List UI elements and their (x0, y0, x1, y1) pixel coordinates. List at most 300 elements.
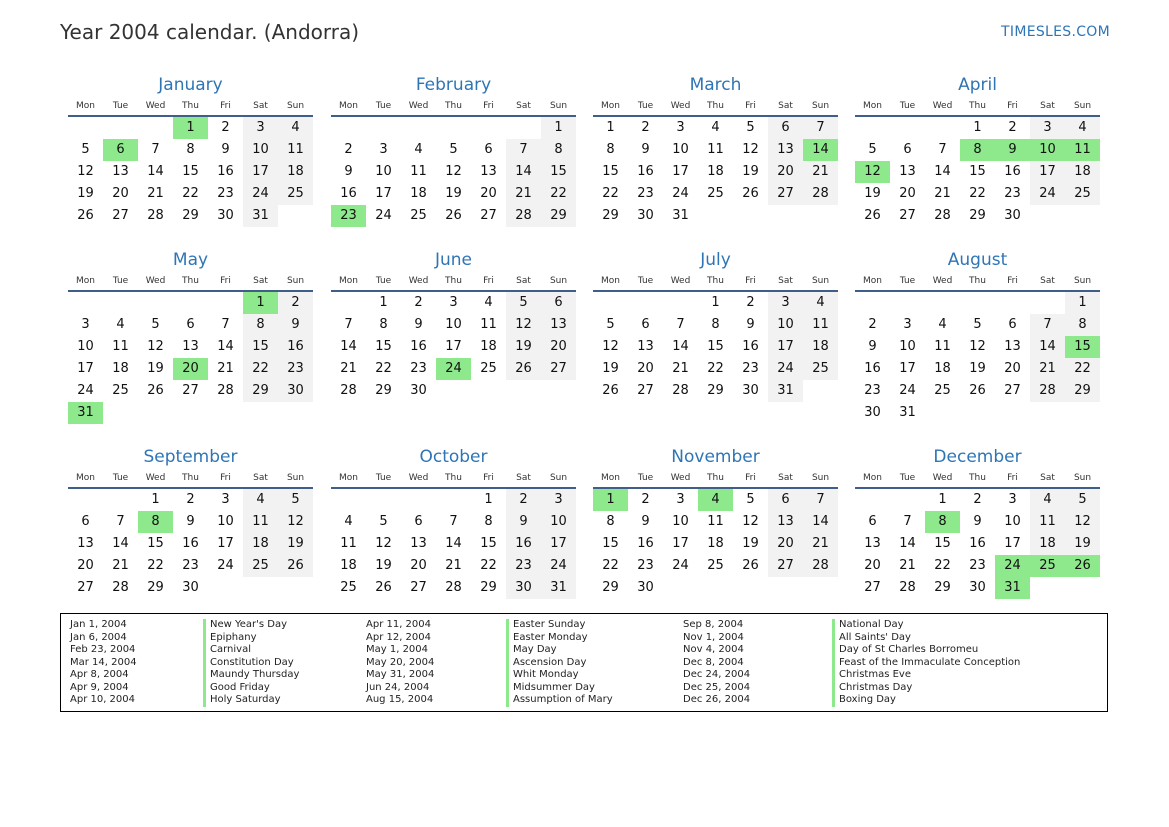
day-cell: 3 (676, 120, 685, 135)
day-cell: 21 (803, 533, 838, 555)
month-september (68, 445, 313, 599)
day-cell: 13 (480, 164, 497, 179)
month-december (855, 445, 1100, 599)
day-cell: 10 (1004, 514, 1021, 529)
day-cell: 23 (410, 361, 427, 376)
weekday-label: Thu (707, 276, 724, 286)
day-cell: 20 (541, 336, 576, 358)
day-cell: 26 (969, 383, 986, 398)
day-cell: 2 (641, 492, 650, 507)
day-cell: 16 (278, 336, 313, 358)
day-cell: 7 (903, 514, 912, 529)
day-cell: 15 (243, 336, 278, 358)
day-cell: 9 (868, 339, 877, 354)
weekday-label: Sun (811, 473, 830, 483)
day-cell: 26 (147, 383, 164, 398)
day-cell: 3 (541, 489, 576, 511)
weekday-label: Sat (516, 473, 531, 483)
day-cell: 22 (707, 361, 724, 376)
day-cell: 29 (934, 580, 951, 595)
day-cell: 30 (217, 208, 234, 223)
day-cell: 16 (340, 186, 357, 201)
week-row (331, 205, 576, 227)
day-cell: 14 (445, 536, 462, 551)
weekday-label: Fri (483, 276, 494, 286)
holiday-day-cell: 9 (995, 139, 1030, 161)
day-cell: 17 (541, 533, 576, 555)
day-cell: 12 (375, 536, 392, 551)
week-row (855, 139, 1100, 161)
weekday-label: Thu (707, 473, 724, 483)
day-cell: 2 (221, 120, 230, 135)
day-cell: 30 (506, 577, 541, 599)
weekday-label: Wed (670, 101, 691, 111)
weekday-label: Fri (220, 101, 231, 111)
day-cell: 21 (340, 361, 357, 376)
day-cell: 21 (445, 558, 462, 573)
day-cell: 28 (445, 580, 462, 595)
holiday-date: May 31, 2004 (366, 669, 435, 680)
holiday-day-cell: 10 (1030, 139, 1065, 161)
day-cell: 29 (243, 380, 278, 402)
day-cell: 30 (182, 580, 199, 595)
weekday-label: Wed (932, 101, 953, 111)
weekday-label: Sun (811, 276, 830, 286)
week-row (855, 336, 1100, 358)
day-cell: 12 (445, 164, 462, 179)
day-cell: 13 (112, 164, 129, 179)
week-row (68, 533, 313, 555)
day-cell: 24 (217, 558, 234, 573)
weekday-header (593, 469, 838, 489)
day-cell: 3 (903, 317, 912, 332)
weekday-label: Sat (253, 473, 268, 483)
week-row (331, 555, 576, 577)
weekday-header (331, 97, 576, 117)
weekday-label: Fri (483, 473, 494, 483)
day-cell: 19 (147, 361, 164, 376)
day-cell: 21 (506, 183, 541, 205)
month-july (593, 248, 838, 402)
day-cell: 17 (672, 536, 689, 551)
day-cell: 25 (707, 186, 724, 201)
day-cell: 26 (742, 186, 759, 201)
day-cell: 17 (445, 339, 462, 354)
month-title: November (671, 447, 760, 467)
week-row (855, 555, 1100, 577)
week-row (593, 183, 838, 205)
day-cell: 28 (112, 580, 129, 595)
day-cell: 11 (243, 511, 278, 533)
day-cell: 16 (969, 536, 986, 551)
day-cell: 22 (602, 186, 619, 201)
empty-cell (103, 489, 138, 511)
day-cell: 27 (77, 580, 94, 595)
weekday-label: Sun (549, 473, 568, 483)
day-cell: 29 (707, 383, 724, 398)
day-cell: 18 (340, 558, 357, 573)
week-row (68, 402, 313, 424)
day-cell: 1 (1065, 292, 1100, 314)
weekday-label: Wed (145, 276, 166, 286)
day-cell: 14 (217, 339, 234, 354)
day-cell: 12 (147, 339, 164, 354)
day-cell: 10 (243, 139, 278, 161)
empty-cell (593, 292, 628, 314)
month-title: September (143, 447, 238, 467)
empty-cell (890, 489, 925, 511)
week-row (331, 183, 576, 205)
day-cell: 20 (768, 161, 803, 183)
day-cell: 1 (541, 117, 576, 139)
day-cell: 20 (1004, 361, 1021, 376)
day-cell: 29 (602, 580, 619, 595)
day-cell: 18 (1030, 533, 1065, 555)
day-cell: 22 (375, 361, 392, 376)
day-cell: 2 (746, 295, 755, 310)
day-cell: 7 (221, 317, 230, 332)
day-cell: 27 (768, 183, 803, 205)
holiday-date: Jun 24, 2004 (366, 681, 430, 693)
week-row (855, 511, 1100, 533)
day-cell: 9 (414, 317, 423, 332)
day-cell: 15 (147, 536, 164, 551)
month-title: May (172, 250, 209, 270)
weekday-label: Thu (182, 473, 199, 483)
day-cell: 18 (1065, 161, 1100, 183)
day-cell: 3 (1030, 117, 1065, 139)
day-cell: 9 (186, 514, 195, 529)
weekday-label: Sun (286, 101, 305, 111)
day-cell: 4 (938, 317, 947, 332)
day-cell: 24 (375, 208, 392, 223)
empty-cell (925, 117, 960, 139)
holiday-name: National Day (839, 619, 904, 630)
day-cell: 19 (864, 186, 881, 201)
day-cell: 7 (116, 514, 125, 529)
day-cell: 5 (868, 142, 877, 157)
day-cell: 19 (969, 361, 986, 376)
week-row (593, 533, 838, 555)
day-cell: 15 (602, 164, 619, 179)
day-cell: 11 (707, 514, 724, 529)
day-cell: 15 (602, 536, 619, 551)
day-cell: 29 (480, 580, 497, 595)
day-cell: 13 (410, 536, 427, 551)
day-cell: 28 (934, 208, 951, 223)
day-cell: 18 (707, 164, 724, 179)
day-cell: 11 (480, 317, 497, 332)
day-cell: 21 (934, 186, 951, 201)
day-cell: 2 (973, 492, 982, 507)
weekday-label: Sun (811, 101, 830, 111)
day-cell: 29 (147, 580, 164, 595)
weekday-label: Wed (932, 276, 953, 286)
day-cell: 15 (969, 164, 986, 179)
weekday-label: Mon (601, 101, 620, 111)
day-cell: 15 (934, 536, 951, 551)
day-cell: 20 (112, 186, 129, 201)
day-cell: 31 (243, 205, 278, 227)
month-title: January (158, 75, 223, 95)
day-cell: 13 (864, 536, 881, 551)
weekday-label: Sat (778, 276, 793, 286)
day-cell: 20 (77, 558, 94, 573)
week-row (855, 402, 1100, 424)
day-cell: 26 (445, 208, 462, 223)
day-cell: 6 (641, 317, 650, 332)
day-cell: 8 (243, 314, 278, 336)
holiday-day-cell: 1 (593, 489, 628, 511)
site-link[interactable]: TIMESLES.COM (1001, 24, 1110, 40)
day-cell: 30 (278, 380, 313, 402)
day-cell: 25 (243, 555, 278, 577)
day-cell: 11 (1030, 511, 1065, 533)
weekday-header (68, 272, 313, 292)
day-cell: 11 (410, 164, 427, 179)
week-row (68, 314, 313, 336)
weekday-label: Tue (375, 276, 392, 286)
week-row (68, 555, 313, 577)
holiday-day-cell: 1 (243, 292, 278, 314)
holiday-day-cell: 31 (68, 402, 103, 424)
day-cell: 31 (899, 405, 916, 420)
day-cell: 15 (707, 339, 724, 354)
day-cell: 29 (602, 208, 619, 223)
day-cell: 4 (1030, 489, 1065, 511)
day-cell: 10 (541, 511, 576, 533)
month-title: August (947, 250, 1008, 270)
holiday-day-cell: 31 (995, 577, 1030, 599)
holiday-name: New Year's Day (210, 619, 288, 630)
weekday-label: Sun (549, 101, 568, 111)
holiday-day-cell: 4 (698, 489, 733, 511)
day-cell: 14 (899, 536, 916, 551)
holiday-name: Christmas Eve (839, 669, 911, 680)
day-cell: 26 (742, 558, 759, 573)
day-cell: 28 (672, 383, 689, 398)
day-cell: 14 (340, 339, 357, 354)
holiday-date: Mar 14, 2004 (70, 656, 137, 668)
day-cell: 16 (506, 533, 541, 555)
day-cell: 7 (803, 117, 838, 139)
day-cell: 14 (506, 161, 541, 183)
empty-cell (890, 117, 925, 139)
day-cell: 30 (742, 383, 759, 398)
weekday-label: Sat (1040, 276, 1055, 286)
day-cell: 20 (899, 186, 916, 201)
day-cell: 18 (707, 536, 724, 551)
day-cell: 10 (672, 142, 689, 157)
weekday-label: Fri (220, 473, 231, 483)
day-cell: 6 (541, 292, 576, 314)
weekday-label: Wed (145, 473, 166, 483)
day-cell: 12 (742, 142, 759, 157)
day-cell: 2 (641, 120, 650, 135)
day-cell: 25 (480, 361, 497, 376)
week-row (855, 577, 1100, 599)
day-cell: 27 (899, 208, 916, 223)
week-row (855, 183, 1100, 205)
day-cell: 1 (711, 295, 720, 310)
day-cell: 2 (344, 142, 353, 157)
day-cell: 2 (278, 292, 313, 314)
holiday-day-cell: 25 (1030, 555, 1065, 577)
day-cell: 13 (768, 139, 803, 161)
day-cell: 8 (711, 317, 720, 332)
holiday-date: Feb 23, 2004 (70, 644, 136, 655)
weekday-label: Sat (1040, 473, 1055, 483)
day-cell: 8 (1065, 314, 1100, 336)
day-cell: 3 (449, 295, 458, 310)
day-cell: 24 (77, 383, 94, 398)
weekday-label: Sat (253, 101, 268, 111)
day-cell: 27 (768, 555, 803, 577)
day-cell: 2 (868, 317, 877, 332)
day-cell: 8 (541, 139, 576, 161)
holiday-day-cell: 8 (138, 511, 173, 533)
month-august (855, 248, 1100, 424)
day-cell: 20 (768, 533, 803, 555)
week-row (331, 161, 576, 183)
weekday-header (855, 272, 1100, 292)
day-cell: 3 (676, 492, 685, 507)
day-cell: 2 (414, 295, 423, 310)
day-cell: 1 (379, 295, 388, 310)
day-cell: 18 (243, 533, 278, 555)
weekday-label: Sat (778, 101, 793, 111)
holiday-day-cell: 15 (1065, 336, 1100, 358)
day-cell: 10 (672, 514, 689, 529)
day-cell: 4 (116, 317, 125, 332)
empty-cell (138, 292, 173, 314)
day-cell: 23 (506, 555, 541, 577)
day-cell: 14 (803, 511, 838, 533)
weekday-label: Thu (969, 473, 986, 483)
day-cell: 9 (506, 511, 541, 533)
day-cell: 23 (1004, 186, 1021, 201)
day-cell: 23 (278, 358, 313, 380)
day-cell: 6 (81, 514, 90, 529)
month-february (331, 73, 576, 227)
week-row (331, 489, 576, 511)
day-cell: 9 (344, 164, 353, 179)
day-cell: 23 (182, 558, 199, 573)
day-cell: 18 (112, 361, 129, 376)
day-cell: 6 (903, 142, 912, 157)
weekday-label: Fri (220, 276, 231, 286)
weekday-label: Mon (601, 473, 620, 483)
day-cell: 13 (541, 314, 576, 336)
month-march (593, 73, 838, 227)
day-cell: 9 (641, 514, 650, 529)
day-cell: 9 (973, 514, 982, 529)
day-cell: 24 (541, 555, 576, 577)
day-cell: 5 (379, 514, 388, 529)
week-row (331, 533, 576, 555)
month-title: July (700, 250, 731, 270)
empty-cell (663, 292, 698, 314)
day-cell: 24 (1030, 183, 1065, 205)
month-title: February (415, 75, 492, 95)
empty-cell (138, 117, 173, 139)
day-cell: 9 (746, 317, 755, 332)
day-cell: 19 (445, 186, 462, 201)
week-row (68, 205, 313, 227)
day-cell: 24 (768, 358, 803, 380)
week-row (68, 489, 313, 511)
day-cell: 23 (217, 186, 234, 201)
day-cell: 23 (969, 558, 986, 573)
day-cell: 22 (147, 558, 164, 573)
week-row (331, 117, 576, 139)
month-june (331, 248, 576, 402)
day-cell: 17 (1030, 161, 1065, 183)
day-cell: 10 (77, 339, 94, 354)
weekday-label: Sun (549, 276, 568, 286)
day-cell: 12 (742, 514, 759, 529)
weekday-label: Wed (932, 473, 953, 483)
day-cell: 11 (278, 139, 313, 161)
week-row (68, 577, 313, 599)
day-cell: 13 (77, 536, 94, 551)
day-cell: 18 (803, 336, 838, 358)
holiday-name: Good Friday (210, 681, 270, 693)
weekday-label: Tue (112, 276, 129, 286)
holiday-name: Christmas Day (839, 681, 913, 693)
day-cell: 2 (506, 489, 541, 511)
empty-cell (366, 489, 401, 511)
day-cell: 16 (742, 339, 759, 354)
day-cell: 10 (217, 514, 234, 529)
day-cell: 8 (186, 142, 195, 157)
day-cell: 28 (803, 555, 838, 577)
day-cell: 10 (768, 314, 803, 336)
day-cell: 30 (1004, 208, 1021, 223)
week-row (68, 511, 313, 533)
month-title: March (689, 75, 742, 95)
weekday-label: Fri (1007, 101, 1018, 111)
day-cell: 7 (803, 489, 838, 511)
day-cell: 27 (541, 358, 576, 380)
week-row (68, 117, 313, 139)
day-cell: 19 (602, 361, 619, 376)
day-cell: 10 (375, 164, 392, 179)
day-cell: 26 (278, 555, 313, 577)
day-cell: 29 (541, 205, 576, 227)
day-cell: 28 (340, 383, 357, 398)
empty-cell (855, 117, 890, 139)
holiday-name: Holy Saturday (210, 694, 281, 705)
holiday-day-cell: 6 (103, 139, 138, 161)
holiday-name: Midsummer Day (513, 681, 595, 693)
day-cell: 25 (278, 183, 313, 205)
day-cell: 16 (1004, 164, 1021, 179)
day-cell: 26 (375, 580, 392, 595)
day-cell: 14 (672, 339, 689, 354)
day-cell: 21 (672, 361, 689, 376)
weekday-header (855, 469, 1100, 489)
holiday-day-cell: 11 (1065, 139, 1100, 161)
holiday-day-cell: 1 (173, 117, 208, 139)
day-cell: 31 (541, 577, 576, 599)
empty-cell (890, 292, 925, 314)
legend-name-column (203, 619, 299, 707)
day-cell: 25 (934, 383, 951, 398)
day-cell: 20 (410, 558, 427, 573)
weekday-header (593, 272, 838, 292)
month-may (68, 248, 313, 424)
